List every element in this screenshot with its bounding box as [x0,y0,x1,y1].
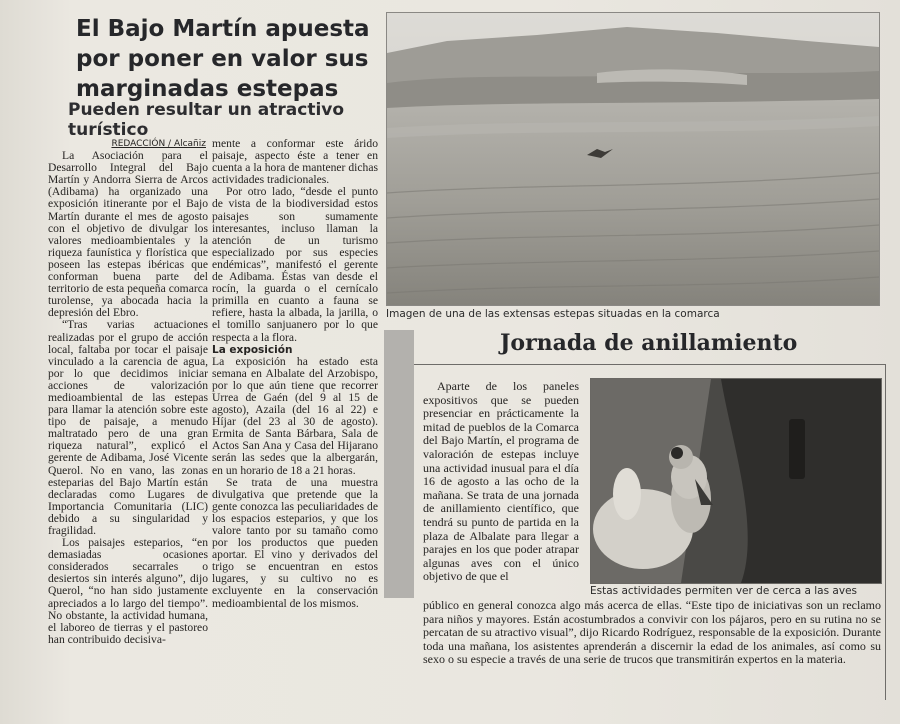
paragraph: “Tras varias actuaciones realizadas por el grupo de acción local, faltaba por tocar el paisaje vinculado a la carencia de agua, por lo que decidimos iniciar acciones de valorización medioambiental de las estepas para llamar la atención sobre este tipo de paisaje, a menudo maltratado pero de una gran riqueza natural”, explicó el gerente de Adibama, José Vicente Querol. No en vano, las zonas esteparias del Bajo Martín están declaradas como Lugares de Importancia Comunitaria (LIC) debido a su singularidad y fragilidad. [48,318,208,537]
sidebar-top-rule [414,364,886,365]
sidebar-title: Jornada de anillamiento [500,330,798,356]
byline: REDACCIÓN / Alcañiz [111,139,206,149]
steppe-photo-graphic [387,13,879,305]
paragraph: mente a conformar este árido paisaje, aspecto éste a tener en cuenta a la hora de mantener dichas actividades tradicionales. [212,137,378,187]
section-heading: La exposición [212,343,293,356]
article-column-2 [212,138,378,610]
article-column-1 [48,138,208,646]
bird-ringing-photo [590,378,882,584]
paragraph: Se trata de una muestra divulgativa que pretende que la gente conozca las peculiaridades de los espacios esteparios, y que los valore tanto por su tamaño como por los productos que pueden aportar. El vino y derivados del trigo se encuentran en estos lugares, y su cultivo no es excluyente en la conservación medioambiental de los mismos. [212,475,378,610]
photo-caption: Estas actividades permiten ver de cerca a las aves [590,585,858,597]
bird-photo-graphic [591,379,881,583]
sidebar-accent-band [384,330,414,598]
paragraph: público en general conozca algo más acerca de ellas. “Este tipo de iniciativas son un reclamo para niños y mayores. Están acostumbrados a convivir con los pájaros, pero en su rutina no se percatan de su atractivo visual”, dijo Ricardo Rodríguez, responsable de la exposición. Durante toda una mañana, los asistentes aprenderán a discernir la edad de los animales, así como su sexo o su especie a través de una serie de trucos que transmitirán expertos en la materia. [423,598,881,667]
paragraph: La Asociación para el Desarrollo Integral del Bajo Martín y Andorra Sierra de Arcos (Adibama) ha organizado una exposición itinerante por el Bajo Martín durante el mes de agosto con el objetivo de divulgar los valores medioambientales y la riqueza faunística y florística que poseen las estepas ibéricas que conforman buena parte del territorio de esta pequeña comarca turolense, ya abocada hacia la depresión del Ebro. [48,149,208,320]
photo-caption: Imagen de una de las extensas estepas situadas en la comarca [386,308,720,320]
steppe-landscape-photo [386,12,880,306]
paragraph: Por otro lado, “desde el punto de vista de la biodiversidad estos paisajes son sumamente interesantes, incluso llaman la atención de un turismo especializado por sus especies endémicas”, manifestó el gerente de Adibama. Éstas van desde el rocín, la guarda o el cernícalo primilla en cuanto a fauna se refiere, hasta la albada, la jarilla, o el tomillo sanjuanero por lo que respecta a la flora. [212,185,378,344]
sidebar-column [423,380,579,584]
article-headline: El Bajo Martín apuesta por poner en valor sus marginadas estepas [76,16,370,102]
paragraph: Aparte de los paneles expositivos que se pueden presenciar en prácticamente la mitad de pueblos de la Comarca del Bajo Martín, el programa de valoración de estepas incluye una actividad inusual para el día 16 de agosto a las ocho de la mañana. Se trata de una jornada de anillamiento científico, que tendrá su punto de partida en la plaza de Albalate para llegar a parajes en los que poder atrapar algunas aves con el único objetivo de que el [423,379,579,584]
article-subhead: Pueden resultar un atractivo turístico [68,100,345,140]
sidebar-bottom-text [423,599,881,667]
sidebar-right-rule [885,364,886,700]
paragraph: La exposición ha estado esta semana en Albalate del Arzobispo, por lo que aún tiene que recorrer Urrea de Gaén (del 9 al 15 de agosto), Azaila (del 16 al 22) e Híjar (del 23 al 30 de agosto). Ermita de Santa Bárbara, Sala de Actos San Ana y Casa del Hijarano serán las sedes que la albergarán, en un horario de 18 a 21 horas. [212,354,378,477]
paragraph: Los paisajes esteparios, “en demasiadas ocasiones considerados secarrales o desiertos sin interés alguno”, dijo Querol, “no han sido justamente apreciados a lo largo del tiempo”. No obstante, la actividad humana, el laboreo de tierras y el pastoreo han contribuido decisiva- [48,536,208,646]
